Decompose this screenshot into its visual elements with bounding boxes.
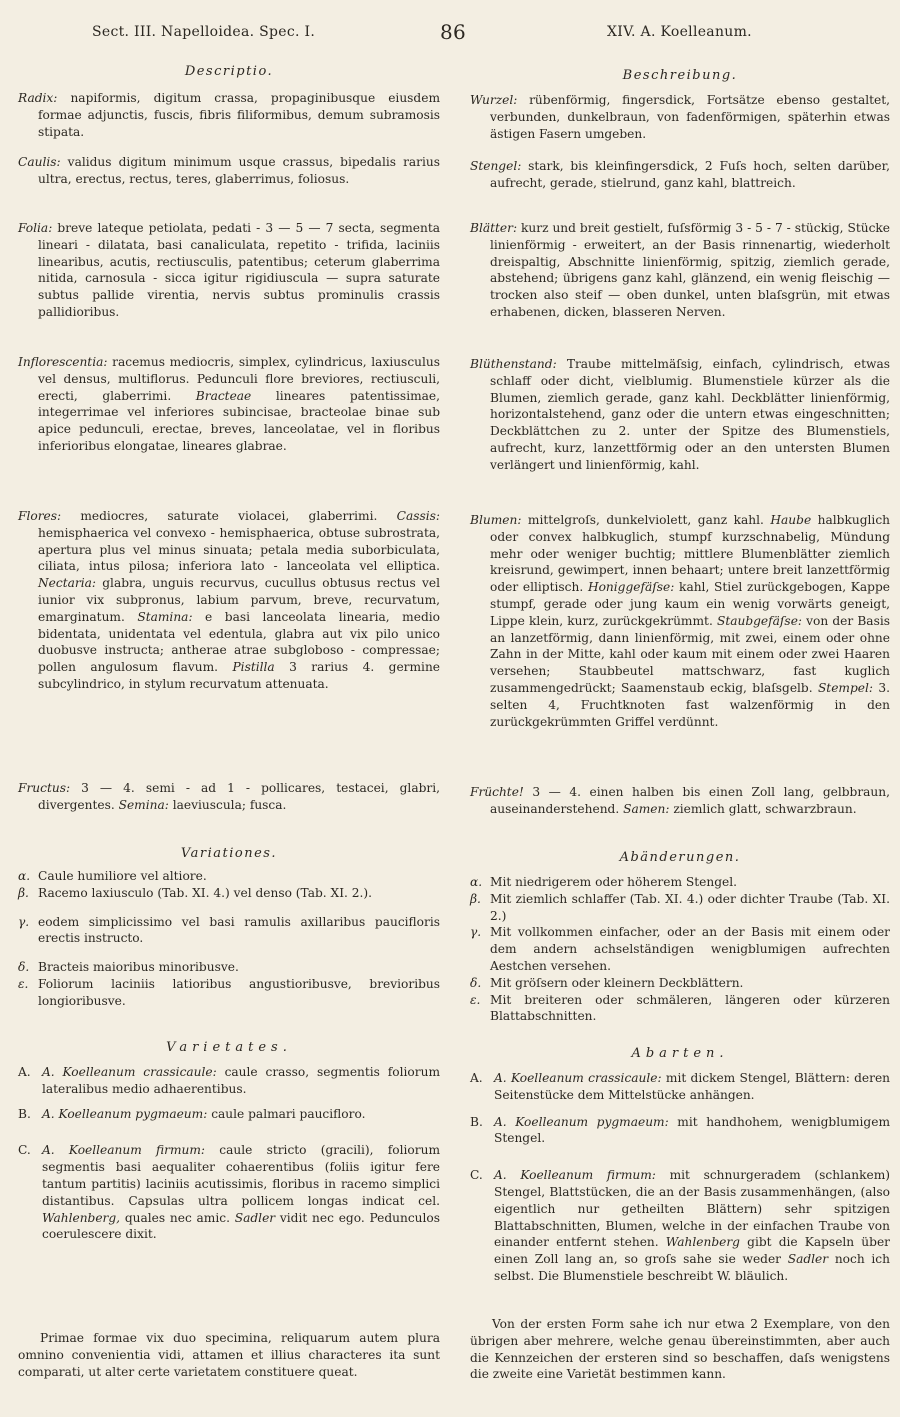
blaetter-text: kurz und breit gestielt, fuſsförmig 3 - 5 - 7 - stückig, Stücke linienförmig - erweitert, an der Basis rinnenartig, wiederholt dreispaltig, Abschnitte linienförmig, spitzig, ziemlich gerade, abstehend; übrigens ganz kahl, glänzend, ein wenig fleischig — trocken also steif — oben dunkel, unten blaſsgrün, mit etwas erhabenen, dicken, blasseren Nerven. [490, 221, 890, 319]
wurzel-paragraph [470, 92, 890, 142]
fructus-paragraph [18, 780, 440, 814]
cassis-label: Cassis: [396, 509, 440, 523]
abaenderungen-heading: Abänderungen. [619, 850, 741, 865]
abaenderungen-list [470, 874, 890, 1025]
radix-label: Radix: [18, 91, 58, 105]
flores-paragraph [18, 508, 440, 693]
fruechte-text-1: 3 — 4. einen halben bis einen Zoll lang, gelbbraun, auseinanderstehend. [490, 785, 890, 816]
list-item: α. Mit niedrigerem oder höherem Stengel. [470, 875, 737, 889]
radix-paragraph [18, 90, 440, 140]
header-species: XIV. A. Koelleanum. [607, 24, 752, 40]
blaetter-label: Blätter: [470, 221, 518, 235]
blumen-text-2: halbkuglich oder convex halbkuglich, stumpf kurzschnabelig, Mündung mehr oder weniger buchtig; mittlere Blumenblätter ziemlich kreisrund, gewimpert, innen behaart; untere breit lanzettförmig oder elliptisch. [490, 513, 890, 595]
flores-text-4: e basi lanceolata linearia, medio bidentata, unidentata vel edentula, glabra aut vix pilo unico duobusve instructa; antherae atrae subgloboso - compressae; pollen angulosum flavum. [38, 609, 440, 675]
blumen-text-5: 3. selten 4, Fruchtknoten fast walzenförmig in den zurückgekrümmten Griffel verdünnt. [490, 680, 890, 729]
list-item: β. Racemo laxiusculo (Tab. XI. 4.) vel denso (Tab. XI. 2.). [18, 885, 373, 900]
blumen-text-1: mittelgroſs, dunkelviolett, ganz kahl. [521, 513, 771, 527]
caulis-text: validus digitum minimum usque crassus, bipedalis rarius ultra, erectus, rectus, teres, glaberrimus, foliosus. [38, 155, 440, 186]
stengel-paragraph [470, 158, 890, 192]
blumen-paragraph [470, 512, 890, 730]
caulis-label: Caulis: [18, 155, 61, 169]
stempel-label: Stempel: [817, 680, 873, 695]
page-number: 86 [440, 20, 467, 44]
inflorescentia-label: Inflorescentia: [18, 355, 108, 369]
pistilla-label: Pistilla [232, 660, 275, 675]
list-item: ε. Mit breiteren oder schmäleren, längeren oder kürzeren Blattabschnitten. [470, 992, 890, 1024]
varietates-heading: Varietates. [166, 1040, 292, 1055]
fructus-text-2: laeviuscula; fusca. [168, 797, 287, 812]
caulis-paragraph [18, 154, 440, 188]
list-item: B. A. Koelleanum pygmaeum: mit handhohem, wenigblumigem Stengel. [470, 1114, 890, 1146]
inflorescentia-paragraph [18, 354, 440, 455]
stamina-label: Stamina: [137, 609, 193, 624]
list-item: C. A. Koelleanum firmum: mit schnurgeradem (schlankem) Stengel, Blattstücken, die an der Basis zusammenhängen, (also eigentlich nur getheilten Blättern) sehr spitzigen Blattabschnitten, Blumen, welche in der einfachen Traube von einander entfernt stehen. Wahlenberg gibt die Kapseln über einen Zoll lang an, so groſs sahe sie weder Sadler noch ich selbst. Die Blumenstiele beschreibt W. bläulich. [470, 1168, 890, 1283]
list-item: γ. Mit vollkommen einfacher, oder an der Basis mit einem oder dem andern achselständigen wenigblumigen aufrechten Aestchen versehen. [470, 925, 890, 973]
list-item: β. Mit ziemlich schlaffer (Tab. XI. 4.) oder dichter Traube (Tab. XI. 2.) [470, 891, 890, 923]
abarten-list [470, 1070, 890, 1285]
list-item: A. A. Koelleanum crassicaule: caule crasso, segmentis foliorum lateralibus medio adhaerentibus. [18, 1065, 440, 1096]
fructus-label: Fructus: [18, 781, 71, 795]
fruechte-label: Früchte! [470, 785, 524, 799]
flores-text-1: mediocres, saturate violacei, glaberrimi. [61, 509, 397, 523]
samen-label: Samen: [623, 801, 670, 816]
varietates-list [18, 1064, 440, 1243]
folia-text: breve lateque petiolata, pedati - 3 — 5 — 7 secta, segmenta lineari - dilatata, basi canaliculata, repetito - trifida, laciniis linearibus, acutis, rectiusculis, patentibus; ceterum glaberrima nitida, carnosula - sicca igitur rigidiuscula — supra saturate subtus pallide virentia, nervis subtus prominulis crassis pallidioribus. [38, 221, 440, 319]
flores-text-3: glabra, unguis recurvus, cucullus obtusus rectus vel iunior vix subpronus, labium parvum, breve, recurvatum, emarginatum. [38, 576, 440, 624]
abarten-heading: Abarten. [631, 1046, 729, 1061]
running-header [0, 20, 900, 48]
beschreibung-heading: Beschreibung. [622, 68, 738, 83]
blumen-text-3: kahl, Stiel zurückgebogen, Kappe stumpf, gerade oder jung kaum ein wenig vorwärts geneigt, Lippe klein, kurz, zurückgekrümmt. [490, 580, 890, 628]
flores-label: Flores: [18, 509, 62, 523]
descriptio-heading: Descriptio. [184, 64, 274, 79]
honiggefaesse-label: Honiggefäſse: [587, 580, 675, 595]
wurzel-text: rübenförmig, fingersdick, Fortsätze ebenso gestaltet, verbunden, dunkelbraun, von fadenförmigen, späterhin etwas ästigen Fasern umgeben. [490, 93, 890, 141]
list-item: γ. eodem simplicissimo vel basi ramulis axillaribus pauciﬂoris erectis instructo. [18, 914, 440, 946]
german-closing-paragraph: Von der ersten Form sahe ich nur etwa 2 Exemplare, von den übrigen aber mehrere, welche genau übereinstimmten, aber auch die Kennzeichen der ersteren sind so beschaffen, daſs wenigstens die zweite eine Varietät bestimmen kann. [470, 1317, 890, 1382]
nectaria-label: Nectaria: [38, 576, 96, 591]
folia-paragraph [18, 220, 440, 321]
list-item: C. A. Koelleanum firmum: caule stricto (gracili), foliorum segmentis basi aequaliter cohaerentibus (foliis igitur fere tantum partitis) laciniis acutissimis, floribus in racemo simplici distantibus. Capsulas ultra pollicem longas indicat cel. Wahlenberg, quales nec amic. Sadler vidit nec ego. Pedunculos coerulescere dixit. [18, 1143, 441, 1242]
folia-label: Folia: [18, 221, 53, 235]
staubgefaesse-label: Staubgefäſse: [716, 613, 803, 628]
stengel-text: stark, bis kleinfingersdick, 2 Fuſs hoch, selten darüber, aufrecht, gerade, stielrund, ganz kahl, blattreich. [490, 159, 890, 190]
fructus-text-1: 3 — 4. semi - ad 1 - pollicares, testacei, glabri, divergentes. [38, 781, 440, 812]
bluethenstand-label: Blüthenstand: [470, 357, 557, 371]
blaetter-paragraph [470, 220, 890, 321]
list-item: A. A. Koelleanum crassicaule: mit dickem Stengel, Blättern: deren Seitenstücke dem Mittelstücke anhängen. [470, 1071, 891, 1102]
flores-text-2: hemisphaerica vel convexo - hemisphaerica, obtuse subrostrata, apertura plus vel minus sinuata; petala media suborbiculata, ciliata, intus pilosa; inferiora lato - lanceolata vel elliptica. [38, 525, 440, 574]
fruechte-text-2: ziemlich glatt, schwarzbraun. [669, 801, 857, 816]
radix-text: napiformis, digitum crassa, propaginibusque eiusdem formae adjunctis, fuscis, fibris filiformibus, demum subramosis stipata. [38, 91, 440, 139]
blumen-label: Blumen: [470, 513, 522, 527]
variationes-heading: Variationes. [180, 846, 278, 861]
bluethenstand-text: Traube mittelmäſsig, einfach, cylindrisch, etwas schlaff oder dicht, vielblumig. Blumenstiele kürzer als die Blumen, ziemlich gerade, ganz kahl. Deckblätter linienförmig, horizontalstehend, ganz oder die untern etwas eingeschnitten; Deckblättchen zu 2. unter der Spitze des Blumenstiels, aufrecht, kurz, lanzettförmig oder an den untersten Blumen verlängert und linienförmig, kahl. [490, 357, 890, 472]
semina-label: Semina: [118, 797, 169, 812]
fruechte-paragraph [470, 784, 890, 818]
list-item: δ. Mit gröſsern oder kleinern Deckblättern. [470, 975, 744, 990]
list-item: B. A. Koelleanum pygmaeum: caule palmari paucifloro. [18, 1106, 366, 1121]
flores-text-5: 3 rarius 4. germine subcylindrico, in stylum recurvatum attenuata. [38, 660, 441, 691]
list-item: α. Caule humiliore vel altiore. [18, 869, 207, 883]
inflorescentia-text-1: racemus mediocris, simplex, cylindricus, laxiusculus vel densus, multiflorus. Pedunculi flore breviores, rectiusculi, erecti, glaberrimi. [38, 355, 440, 403]
blumen-text-4: von der Basis an lanzetförmig, dann linienförmig, mit zwei, einem oder ohne Zahn in der Mitte, kahl oder kaum mit einem oder zwei Haaren versehen; Staubbeutel mattschwarz, fast kuglich zusammengedrückt; Saamenstaub eckig, blaſsgelb. [490, 613, 890, 695]
header-section: Sect. III. Napelloidea. Spec. I. [92, 24, 316, 40]
variationes-list [18, 868, 440, 1010]
wurzel-label: Wurzel: [470, 93, 518, 107]
inflorescentia-text-2: lineares patentissimae, integerrimae vel inferiores subincisae, bracteolae binae sub apice pedunculi, erectae, breves, lanceolatae, vel in floribus inferioribus elongatae, lineares glabrae. [38, 388, 440, 453]
stengel-label: Stengel: [470, 159, 522, 173]
bracteae-label: Bracteae [195, 388, 252, 403]
list-item: ε. Foliorum laciniis latioribus angustioribusve, brevioribus longioribusve. [18, 976, 440, 1008]
latin-closing-paragraph: Primae formae vix duo specimina, reliquarum autem plura omnino convenientia vidi, attamen et illius characteres ita sunt comparati, ut alter certe varietatem constituere queat. [18, 1331, 440, 1379]
list-item: δ. Bracteis maioribus minoribusve. [18, 960, 239, 975]
bluethenstand-paragraph [470, 356, 890, 474]
haube-label: Haube [770, 513, 812, 527]
